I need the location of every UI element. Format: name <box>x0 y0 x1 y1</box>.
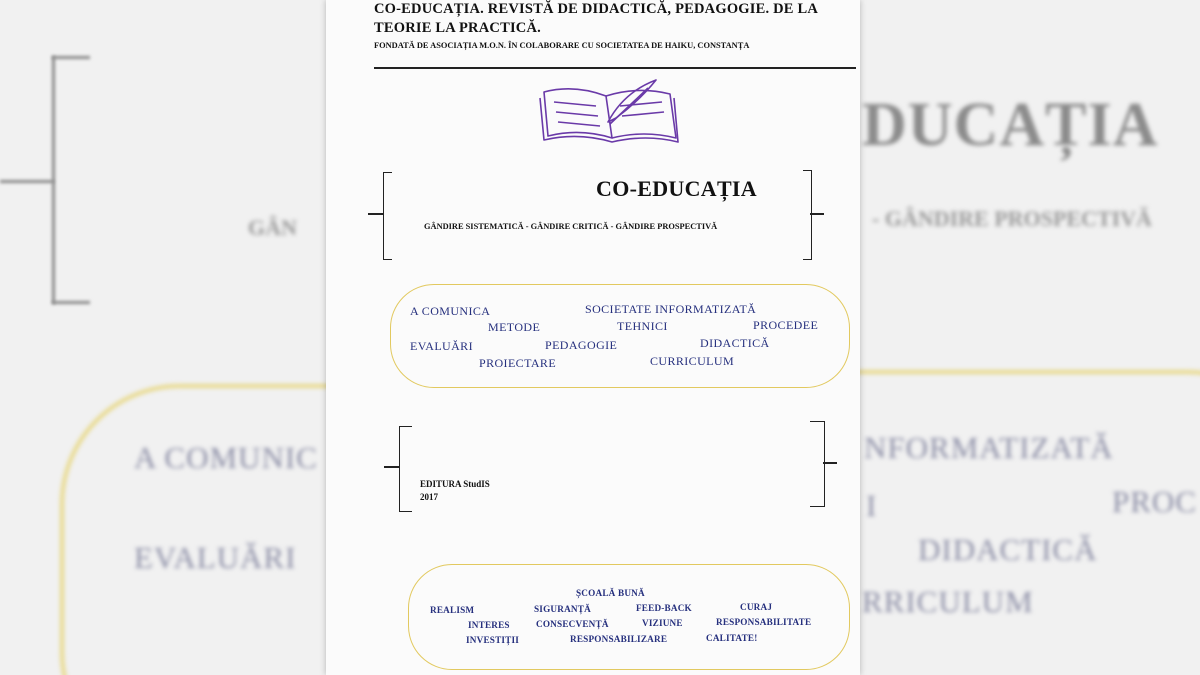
bg-bracket-tick <box>0 180 54 183</box>
title-bracket-left-tick <box>368 213 384 215</box>
keyword: DIDACTICĂ <box>700 336 770 350</box>
keyword: VIZIUNE <box>642 618 683 628</box>
keyword: FEED-BACK <box>636 603 692 613</box>
keyword: CURRICULUM <box>650 354 735 368</box>
keyword: PEDAGOGIE <box>545 338 618 352</box>
magazine-cover <box>326 0 860 675</box>
keyword: PROCEDEE <box>753 318 819 332</box>
keyword: CALITATE! <box>706 633 758 643</box>
bg-word-i: I <box>866 488 878 523</box>
publisher-bracket-left <box>399 426 412 512</box>
keyword: SOCIETATE INFORMATIZATĂ <box>585 302 757 316</box>
bg-tagline-left: GÂN <box>248 215 297 240</box>
open-book-quill-icon <box>534 78 682 146</box>
title-bracket-right-tick <box>810 213 824 215</box>
bg-word-comunica: A COMUNIC <box>134 440 318 475</box>
publisher-bracket-left-tick <box>384 466 400 468</box>
publisher-block <box>420 478 490 504</box>
keyword: PROIECTARE <box>479 356 557 370</box>
title-bracket-right <box>803 170 812 260</box>
publisher-bracket-right <box>810 421 825 507</box>
keyword: INTERES <box>468 620 510 630</box>
bg-word-rriculum: RRICULUM <box>862 584 1034 619</box>
bg-word-didactica: DIDACTICĂ <box>918 532 1098 567</box>
keyword: RESPONSABILITATE <box>716 617 812 627</box>
title-bracket-left <box>383 172 392 260</box>
keyword: ȘCOALĂ BUNĂ <box>576 588 645 598</box>
bg-bracket-top <box>52 56 90 59</box>
keyword: TEHNICI <box>617 319 668 333</box>
magazine-title: CO-EDUCAȚIA <box>596 176 757 201</box>
header-divider <box>374 67 856 69</box>
keyword: RESPONSABILIZARE <box>570 634 668 644</box>
keyword: SIGURANȚĂ <box>534 604 591 614</box>
keyword: A COMUNICA <box>410 304 491 318</box>
header-title: CO-EDUCAȚIA. REVISTĂ DE DIDACTICĂ, PEDAGOGIE. DE LA TEORIE LA PRACTICĂ. <box>374 1 818 36</box>
keyword: INVESTIȚII <box>466 635 520 645</box>
bg-word-informatizata: NFORMATIZATĂ <box>864 430 1114 465</box>
publisher-bracket-right-tick <box>823 462 837 464</box>
keyword: EVALUĂRI <box>410 339 473 353</box>
bg-word-proc: PROC <box>1112 484 1197 519</box>
bg-word-evaluari: EVALUĂRI <box>134 540 297 575</box>
bg-title-right: DUCAȚIA <box>862 91 1159 159</box>
keyword: METODE <box>488 320 541 334</box>
publisher-name: EDITURA StudIS <box>420 479 490 489</box>
keywords-pill-top <box>390 284 850 388</box>
keyword: CONSECVENȚĂ <box>536 619 609 629</box>
keyword: CURAJ <box>740 602 773 612</box>
bg-tagline-right: - GÂNDIRE PROSPECTIVĂ <box>872 206 1152 231</box>
header-subtitle: FONDATĂ DE ASOCIAȚIA M.O.N. ÎN COLABORARE CU SOCIETATEA DE HAIKU, CONSTANȚA <box>374 41 750 50</box>
bg-bracket-bottom <box>52 301 90 304</box>
publication-year: 2017 <box>420 492 438 502</box>
magazine-tagline: GÂNDIRE SISTEMATICĂ - GÂNDIRE CRITICĂ - GÂNDIRE PROSPECTIVĂ <box>424 222 718 231</box>
keyword: REALISM <box>430 605 475 615</box>
